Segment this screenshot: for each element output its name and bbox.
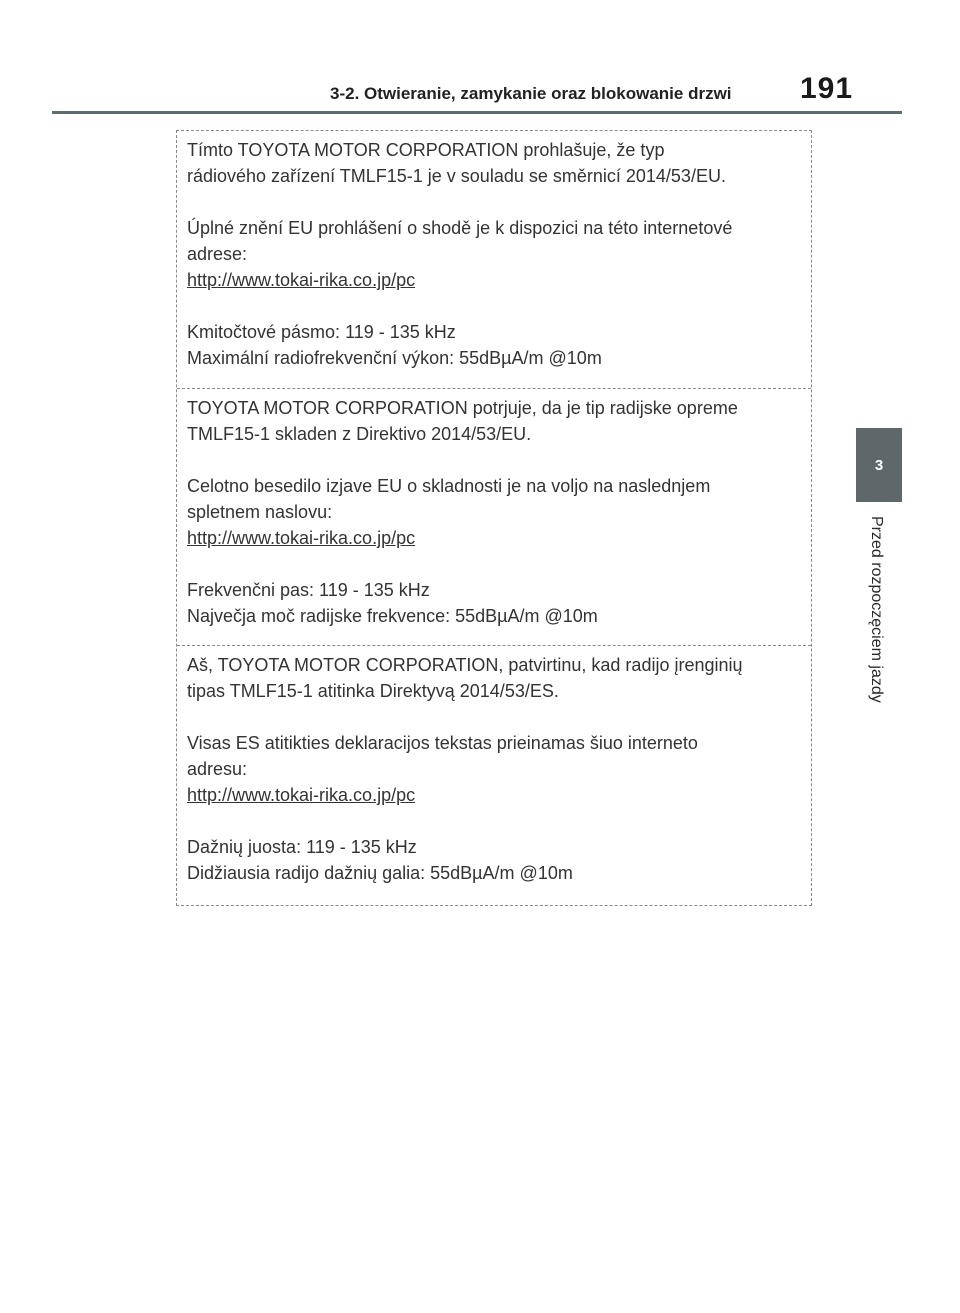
- declaration-line: TMLF15-1 skladen z Direktivo 2014/53/EU.: [187, 424, 532, 444]
- frequency-line: Frekvenčni pas: 119 - 135 kHz: [187, 580, 430, 600]
- section-title: 3-2. Otwieranie, zamykanie oraz blokowanie drzwi: [330, 84, 732, 103]
- declaration-line: TOYOTA MOTOR CORPORATION potrjuje, da je tip radijske opreme: [187, 398, 738, 418]
- declaration-line: Tímto TOYOTA MOTOR CORPORATION prohlašuje, že typ: [187, 140, 665, 160]
- page-number: 191: [800, 72, 854, 105]
- frequency-line: Kmitočtové pásmo: 119 - 135 kHz: [187, 322, 456, 342]
- power-line: Maximální radiofrekvenční výkon: 55dBµA/m @10m: [187, 348, 602, 368]
- chapter-label: Przed rozpoczęciem jazdy: [868, 516, 885, 703]
- header-rule: [52, 111, 902, 114]
- declaration-czech: [177, 131, 811, 389]
- fulltext-line: Úplné znění EU prohlášení o shodě je k dispozici na této internetové: [187, 218, 733, 238]
- fulltext-line: adrese:: [187, 244, 248, 264]
- declaration-box: [176, 130, 812, 906]
- declaration-line: Aš, TOYOTA MOTOR CORPORATION, patvirtinu, kad radijo įrenginių: [187, 655, 743, 675]
- declaration-line: rádiového zařízení TMLF15-1 je v souladu se směrnicí 2014/53/EU.: [187, 166, 726, 186]
- declaration-slovenian: [177, 389, 811, 646]
- url-link[interactable]: http://www.tokai-rika.co.jp/pc: [187, 528, 416, 548]
- fulltext-line: adresu:: [187, 759, 248, 779]
- power-line: Največja moč radijske frekvence: 55dBµA/m @10m: [187, 606, 598, 626]
- fulltext-line: Visas ES atitikties deklaracijos tekstas prieinamas šiuo interneto: [187, 733, 698, 753]
- frequency-line: Dažnių juosta: 119 - 135 kHz: [187, 837, 417, 857]
- fulltext-line: spletnem naslovu:: [187, 502, 333, 522]
- chapter-number: 3: [874, 456, 884, 474]
- power-line: Didžiausia radijo dažnių galia: 55dBµA/m @10m: [187, 863, 573, 883]
- fulltext-line: Celotno besedilo izjave EU o skladnosti je na voljo na naslednjem: [187, 476, 711, 496]
- declaration-line: tipas TMLF15-1 atitinka Direktyvą 2014/53/ES.: [187, 681, 559, 701]
- url-link[interactable]: http://www.tokai-rika.co.jp/pc: [187, 270, 416, 290]
- declaration-lithuanian: [177, 646, 811, 905]
- url-link[interactable]: http://www.tokai-rika.co.jp/pc: [187, 785, 416, 805]
- chapter-tab: [856, 428, 902, 502]
